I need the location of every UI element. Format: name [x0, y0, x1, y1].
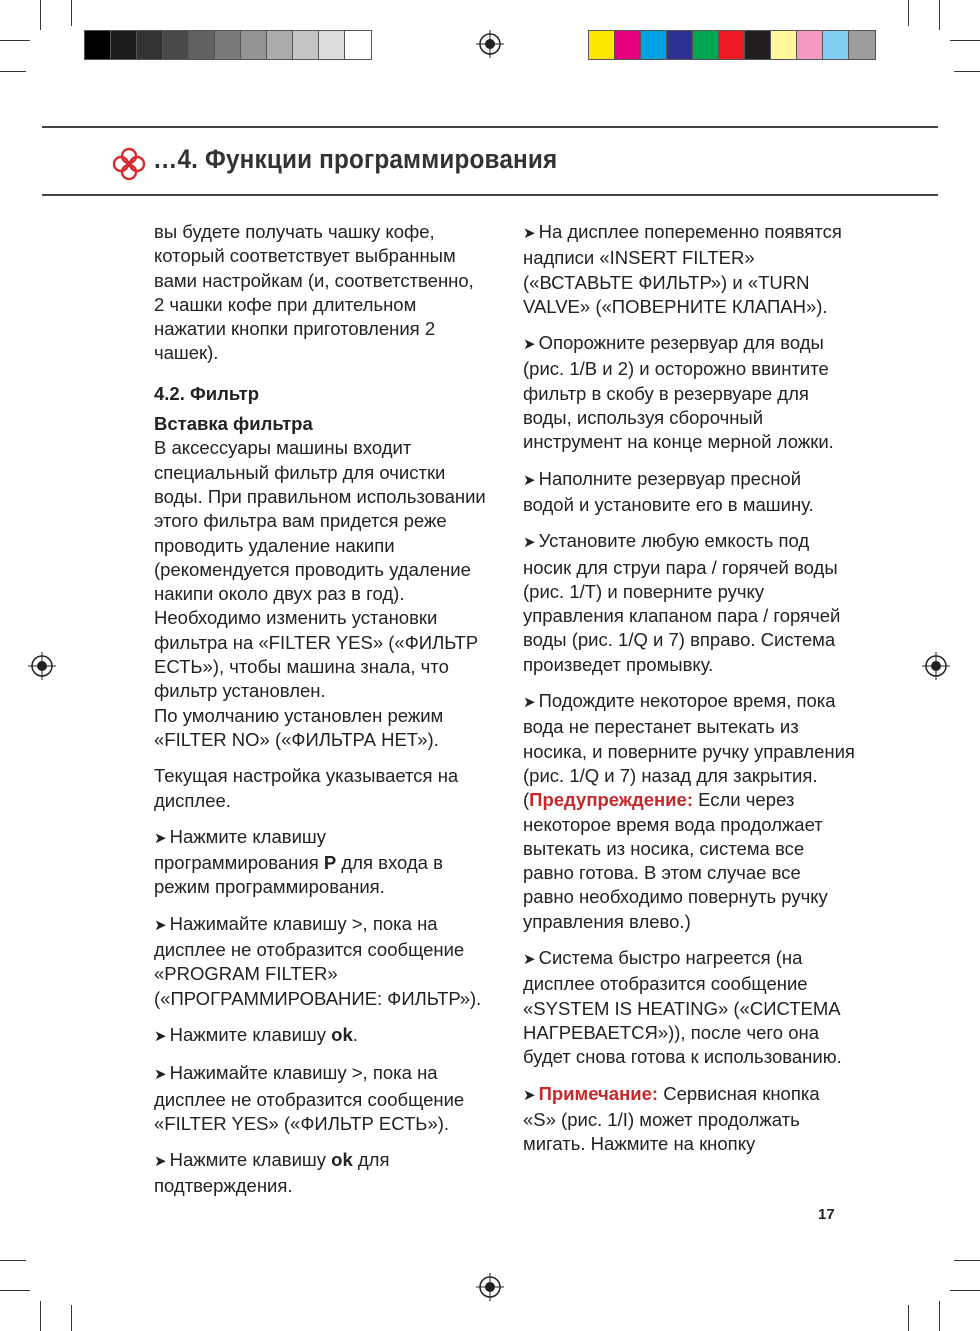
- list-item: ➤ Нажмите клавишу программирования P для входа в режим программирования.: [154, 825, 488, 900]
- list-item: ➤ Нажимайте клавишу >, пока на дисплее не отобразится сообщение «PROGRAM FILTER» («ПРОГРАММИРОВАНИЕ: ФИЛЬТР»).: [154, 912, 488, 1011]
- color-swatch: [849, 31, 875, 59]
- crop-mark: [908, 1305, 909, 1331]
- page-number: 17: [818, 1206, 835, 1223]
- grayscale-color-bar: [84, 30, 372, 60]
- default-mode-paragraph: По умолчанию установлен режим «FILTER NO» («ФИЛЬТРА НЕТ»).: [154, 704, 444, 750]
- color-swatch: [797, 31, 823, 59]
- subheading: Вставка фильтра: [154, 413, 313, 435]
- registration-mark-icon: [28, 652, 56, 680]
- intro-paragraph: вы будете получать чашку кофе, который соответствует выбранным вами настройкам (и, соответственно, 2 чашки кофе при длительном нажатии кнопки приготовления 2 чашек).: [154, 221, 474, 364]
- color-swatch: [215, 31, 241, 59]
- registration-mark-icon: [922, 652, 950, 680]
- color-swatch: [745, 31, 771, 59]
- header-bottom-rule: [42, 194, 938, 196]
- list-item: ➤ Нажмите клавишу ok.: [154, 1023, 488, 1049]
- color-swatch: [137, 31, 163, 59]
- crop-mark: [0, 71, 26, 72]
- list-item: ➤ Наполните резервуар пресной водой и установите его в машину.: [523, 467, 855, 518]
- color-swatch: [241, 31, 267, 59]
- color-swatch: [85, 31, 111, 59]
- current-setting-paragraph: Текущая настройка указывается на дисплее.: [154, 765, 459, 811]
- flower-logo-icon: [110, 145, 148, 183]
- crop-mark: [71, 1305, 72, 1331]
- list-item: ➤ Система быстро нагреется (на дисплее отобразится сообщение «SYSTEM IS HEATING» («СИСТЕМА НАГРЕВАЕТСЯ»)), после чего она будет снова готова к использованию.: [523, 946, 855, 1069]
- page-title: …4. Функции программирования: [153, 144, 558, 174]
- list-item: ➤ Подождите некоторое время, пока вода не перестанет вытекать из носика, и поверните ручку управления (рис. 1/Q и 7) назад для закрытия. (Предупреждение: Если через некоторое время вода продолжает вытекать из носика, система все равно готова. В этом случае все равно необходимо повернуть ручку управления влево.): [523, 689, 855, 934]
- list-item: ➤ Опорожните резервуар для воды (рис. 1/В и 2) и осторожно ввинтите фильтр в скобу в резервуаре для воды, используя сборочный инструмент на конце мерной ложки.: [523, 331, 855, 454]
- section-heading: 4.2. Фильтр: [154, 382, 260, 404]
- color-swatch: [267, 31, 293, 59]
- color-swatch: [293, 31, 319, 59]
- registration-mark-icon: [476, 1273, 504, 1301]
- left-column: [154, 220, 488, 1211]
- color-swatch: [693, 31, 719, 59]
- list-item: ➤ Примечание: Сервисная кнопка «S» (рис. 1/I) может продолжать мигать. Нажмите на кнопку: [523, 1082, 855, 1157]
- color-swatch: [319, 31, 345, 59]
- color-swatch: [823, 31, 849, 59]
- crop-mark: [0, 1290, 30, 1291]
- warning-label: Предупреждение:: [529, 789, 693, 811]
- color-swatch: [667, 31, 693, 59]
- crop-mark: [939, 1301, 940, 1331]
- color-swatch: [163, 31, 189, 59]
- list-item: ➤ Нажимайте клавишу >, пока на дисплее не отобразится сообщение «FILTER YES» («ФИЛЬТР ЕСТЬ»).: [154, 1061, 488, 1136]
- crop-mark: [0, 1260, 26, 1261]
- list-item: ➤ На дисплее попеременно появятся надписи «INSERT FILTER» («ВСТАВЬТЕ ФИЛЬТР») и «TURN VALVE» («ПОВЕРНИТЕ КЛАПАН»).: [523, 220, 855, 319]
- crop-mark: [40, 0, 41, 30]
- list-item: ➤ Нажмите клавишу ok для подтверждения.: [154, 1148, 488, 1199]
- registration-mark-icon: [476, 30, 504, 58]
- color-swatch: [589, 31, 615, 59]
- crop-mark: [0, 40, 30, 41]
- color-swatch: [641, 31, 667, 59]
- crop-mark: [908, 0, 909, 26]
- color-swatch: [719, 31, 745, 59]
- crop-mark: [939, 0, 940, 30]
- crop-mark: [954, 1260, 980, 1261]
- right-column: [523, 220, 855, 1168]
- crop-mark: [954, 71, 980, 72]
- color-swatch: [771, 31, 797, 59]
- crop-mark: [71, 0, 72, 26]
- list-item: ➤ Установите любую емкость под носик для струи пара / горячей воды (рис. 1/T) и поверните ручку управления клапаном пара / горячей воды (рис. 1/Q и 7) вправо. Система произведет промывку.: [523, 529, 855, 677]
- filter-paragraph: В аксессуары машины входит специальный фильтр для очистки воды. При правильном использовании этого фильтра вам придется реже проводить удаление накипи (рекомендуется проводить удаление накипи около двух раз в год). Необходимо изменить установки фильтра на «FILTER YES» («ФИЛЬТР ЕСТЬ»), чтобы машина знала, что фильтр установлен.: [154, 437, 486, 702]
- crop-mark: [40, 1301, 41, 1331]
- crop-mark: [950, 1290, 980, 1291]
- crop-mark: [950, 40, 980, 41]
- note-label: Примечание:: [538, 1082, 659, 1104]
- color-swatch: [615, 31, 641, 59]
- color-swatch: [345, 31, 371, 59]
- header-top-rule: [42, 126, 938, 128]
- process-color-bar: [588, 30, 876, 60]
- color-swatch: [111, 31, 137, 59]
- color-swatch: [189, 31, 215, 59]
